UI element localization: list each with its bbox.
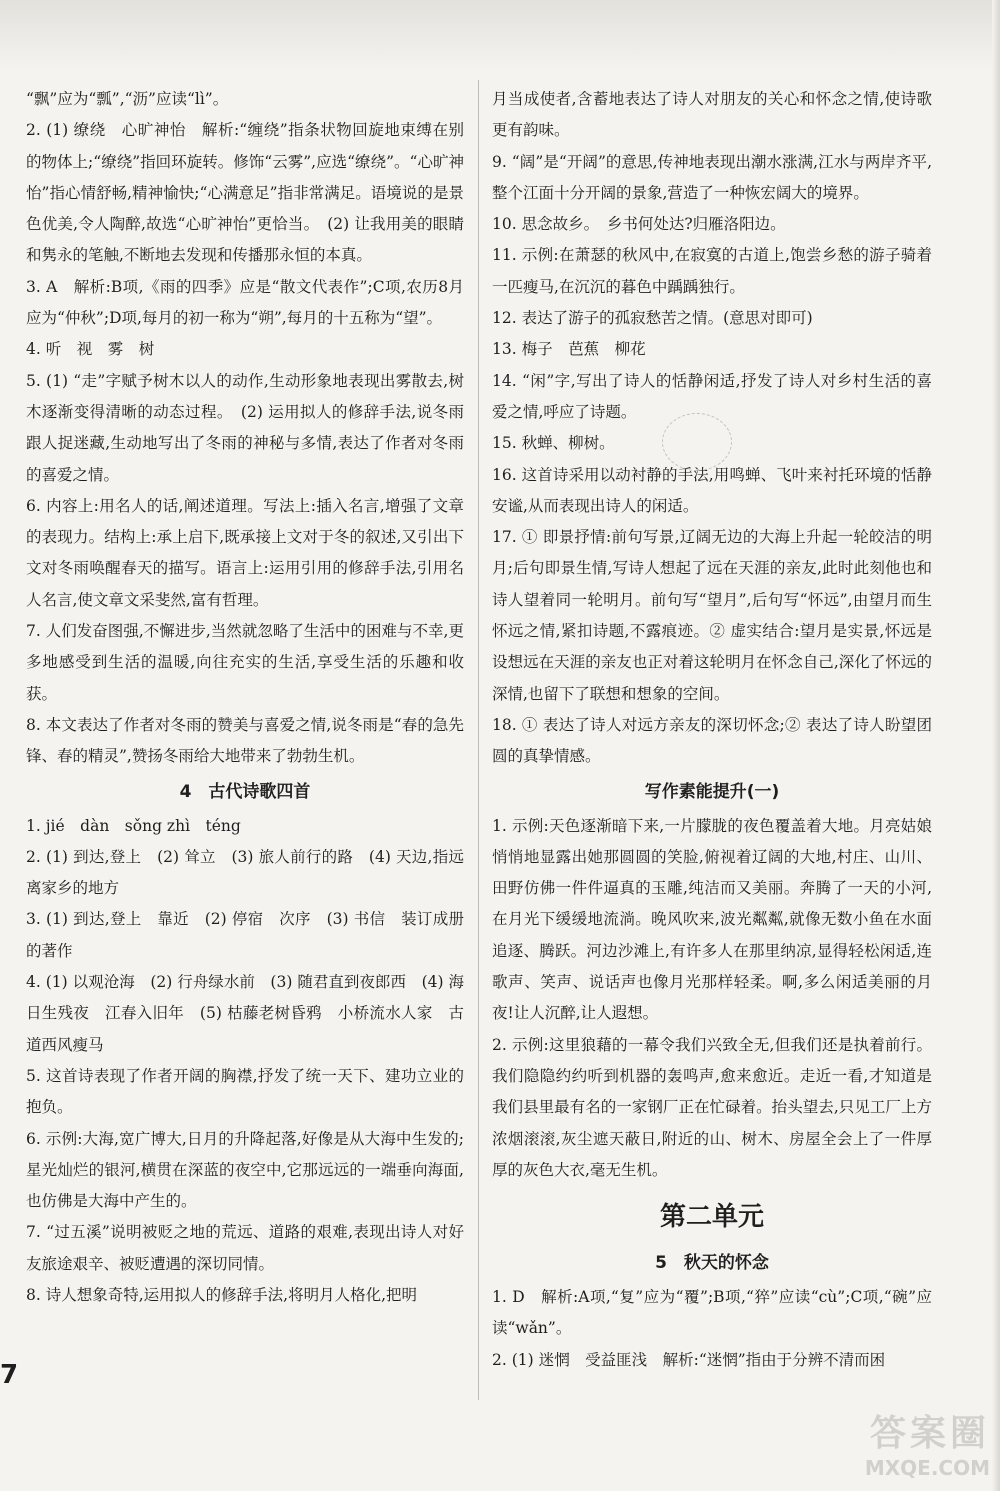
binding-spine-shadow [992, 0, 1000, 1491]
answer-paragraph: 2. 示例:这里狼藉的一幕令我们兴致全无,但我们还是执着前行。我们隐隐约约听到机器的轰鸣声,愈来愈近。走近一看,才知道是我们县里最有名的一家钢厂正在忙碌着。抬头望去,只见工厂上方浓烟滚滚,灰尘遮天蔽日,附近的山、树木、房屋全会上了一件厚厚的灰色大衣,毫无生机。 [492, 1035, 932, 1179]
answer-paragraph: 月当成使者,含蓄地表达了诗人对朋友的关心和怀念之情,使诗歌更有韵味。 [492, 90, 932, 140]
right-column [492, 84, 932, 1376]
ink-stamp-mark [662, 413, 732, 471]
answer-paragraph: 1. D 解析:A项,“复”应为“覆”;B项,“猝”应读“cù”;C项,“碗”应读“wǎn”。 [492, 1288, 932, 1338]
answer-paragraph: 2. (1) 缭绕 心旷神怡 解析:“缠绕”指条状物回旋地束缚在别的物体上;“缭绕”指回环旋转。修饰“云雾”,应选“缭绕”。“心旷神怡”指心情舒畅,精神愉快;“心满意足”指非常满足。语境说的是景色优美,令人陶醉,故选“心旷神怡”更恰当。 (2) 让我用美的眼睛和隽永的笔触,不断地去发现和传播那永恒的本真。 [26, 121, 464, 265]
answer-paragraph: 2. (1) 到达,登上 (2) 耸立 (3) 旅人前行的路 (4) 天边,指远离家乡的地方 [26, 847, 464, 898]
answer-paragraph: 3. (1) 到达,登上 靠近 (2) 停宿 次序 (3) 书信 装订成册的著作 [26, 910, 464, 960]
answer-paragraph: 5. 这首诗表现了作者开阔的胸襟,抒发了统一天下、建功立业的抱负。 [26, 1066, 464, 1117]
answer-paragraph: 4. (1) 以观沧海 (2) 行舟绿水前 (3) 随君直到夜郎西 (4) 海日生残夜 江春入旧年 (5) 枯藤老树昏鸦 小桥流水人家 古道西风瘦马 [26, 973, 464, 1054]
answer-paragraph: 4. 听 视 雾 树 [26, 340, 155, 359]
answer-paragraph: 11. 示例:在萧瑟的秋风中,在寂寞的古道上,饱尝乡愁的游子骑着一匹瘦马,在沉沉的暮色中踽踽独行。 [492, 246, 932, 296]
answer-paragraph: 7. “过五溪”说明被贬之地的荒远、道路的艰难,表现出诗人对好友旅途艰辛、被贬遭遇的深切同情。 [26, 1223, 464, 1273]
answer-paragraph: 12. 表达了游子的孤寂愁苦之情。(意思对即可) [492, 309, 813, 328]
answer-paragraph: 7. 人们发奋图强,不懈进步,当然就忽略了生活中的困难与不幸,更多地感受到生活的温暖,向往充实的生活,享受生活的乐趣和收获。 [26, 622, 464, 703]
answer-paragraph: 6. 示例:大海,宽广博大,日月的升降起落,好像是从大海中生发的;星光灿烂的银河,横贯在深蓝的夜空中,它那远远的一端垂向海面,也仿佛是大海中产生的。 [26, 1129, 464, 1211]
answer-paragraph: 8. 本文表达了作者对冬雨的赞美与喜爱之情,说冬雨是“春的急先锋、春的精灵”,赞扬冬雨给大地带来了勃勃生机。 [26, 715, 464, 766]
answer-paragraph: 3. A 解析:B项,《雨的四季》应是“散文代表作”;C项,农历8月应为“仲秋”;D项,每月的初一称为“朔”,每月的十五称为“望”。 [26, 277, 464, 328]
answer-paragraph: 5. (1) “走”字赋予树木以人的动作,生动形象地表现出雾散去,树木逐渐变得清晰的动态过程。 (2) 运用拟人的修辞手法,说冬雨跟人捉迷藏,生动地写出了冬雨的神秘与多情,表达了作者对冬雨的喜爱之情。 [26, 371, 464, 484]
answer-paragraph: 10. 思念故乡。 乡书何处达?归雁洛阳边。 [492, 215, 786, 234]
answer-paragraph: 6. 内容上:用名人的话,阐述道理。写法上:插入名言,增强了文章的表现力。结构上:承上启下,既承接上文对于冬的叙述,又引出下文对冬雨唤醒春天的描写。语言上:运用引用的修辞手法,引用名人名言,使文章文采斐然,富有哲理。 [26, 496, 464, 609]
answer-paragraph: 8. 诗人想象奇特,运用拟人的修辞手法,将明月人格化,把明 [26, 1285, 417, 1304]
section-heading: 5 秋天的怀念 [655, 1253, 769, 1274]
answer-paragraph: 14. “闲”字,写出了诗人的恬静闲适,抒发了诗人对乡村生活的喜爱之情,呼应了诗题。 [492, 371, 932, 421]
section-heading: 写作素能提升(一) [644, 781, 780, 802]
column-divider [478, 80, 479, 1400]
answer-paragraph: 1. 示例:天色逐渐暗下来,一片朦胧的夜色覆盖着大地。月亮姑娘悄悄地显露出她那圆圆的笑脸,俯视着辽阔的大地,村庄、山川、田野仿佛一件件逼真的玉雕,纯洁而又美丽。奔腾了一天的小河,在月光下缓缓地流淌。晚风吹来,波光粼粼,就像无数小鱼在水面追逐、腾跃。河边沙滩上,有许多人在那里纳凉,显得轻松闲适,连歌声、笑声、说话声也像月光那样轻柔。啊,多么闲适美丽的月夜!让人沉醉,让人遐想。 [492, 816, 932, 1023]
answer-paragraph: 2. (1) 迷惘 受益匪浅 解析:“迷惘”指由于分辨不清而困 [492, 1350, 886, 1369]
page-number: 7 [0, 1360, 19, 1390]
answer-paragraph: 16. 这首诗采用以动衬静的手法,用鸣蝉、飞叶来衬托环境的恬静安谧,从而表现出诗人的闲适。 [492, 465, 932, 515]
site-watermark-logo [820, 1405, 990, 1485]
answer-paragraph: 9. “阔”是“开阔”的意思,传神地表现出潮水涨满,江水与两岸齐平,整个江面十分开阔的景象,营造了一种恢宏阔大的境界。 [492, 152, 932, 202]
unit-heading: 第二单元 [659, 1202, 764, 1233]
answer-paragraph: 17. ① 即景抒情:前句写景,辽阔无边的大海上升起一轮皎洁的明月;后句即景生情,写诗人想起了远在天涯的亲友,此时此刻他也和诗人望着同一轮明月。前句写“望月”,后句写“怀远”,由望月而生怀远之情,紧扣诗题,不露痕迹。② 虚实结合:望月是实景,怀远是设想远在天涯的亲友也正对着这轮明月在怀念自己,深化了怀远的深情,也留下了联想和想象的空间。 [492, 528, 932, 703]
watermark-domain-text: MXQE.COM [864, 1456, 990, 1480]
answer-paragraph: 13. 梅子 芭蕉 柳花 [492, 340, 646, 359]
top-scan-shadow [0, 0, 1000, 70]
watermark-logo-text: 答案圈 [869, 1413, 990, 1454]
answer-paragraph: 15. 秋蝉、柳树。 [492, 434, 615, 453]
answer-paragraph: “飘”应为“瓢”,“沥”应读“lì”。 [26, 90, 229, 108]
answer-paragraph: 1. jié dàn sǒng zhì téng [26, 816, 241, 835]
left-column [26, 84, 464, 1311]
answer-paragraph: 18. ① 表达了诗人对远方亲友的深切怀念;② 表达了诗人盼望团圆的真挚情感。 [492, 715, 932, 766]
section-heading: 4 古代诗歌四首 [179, 781, 311, 802]
